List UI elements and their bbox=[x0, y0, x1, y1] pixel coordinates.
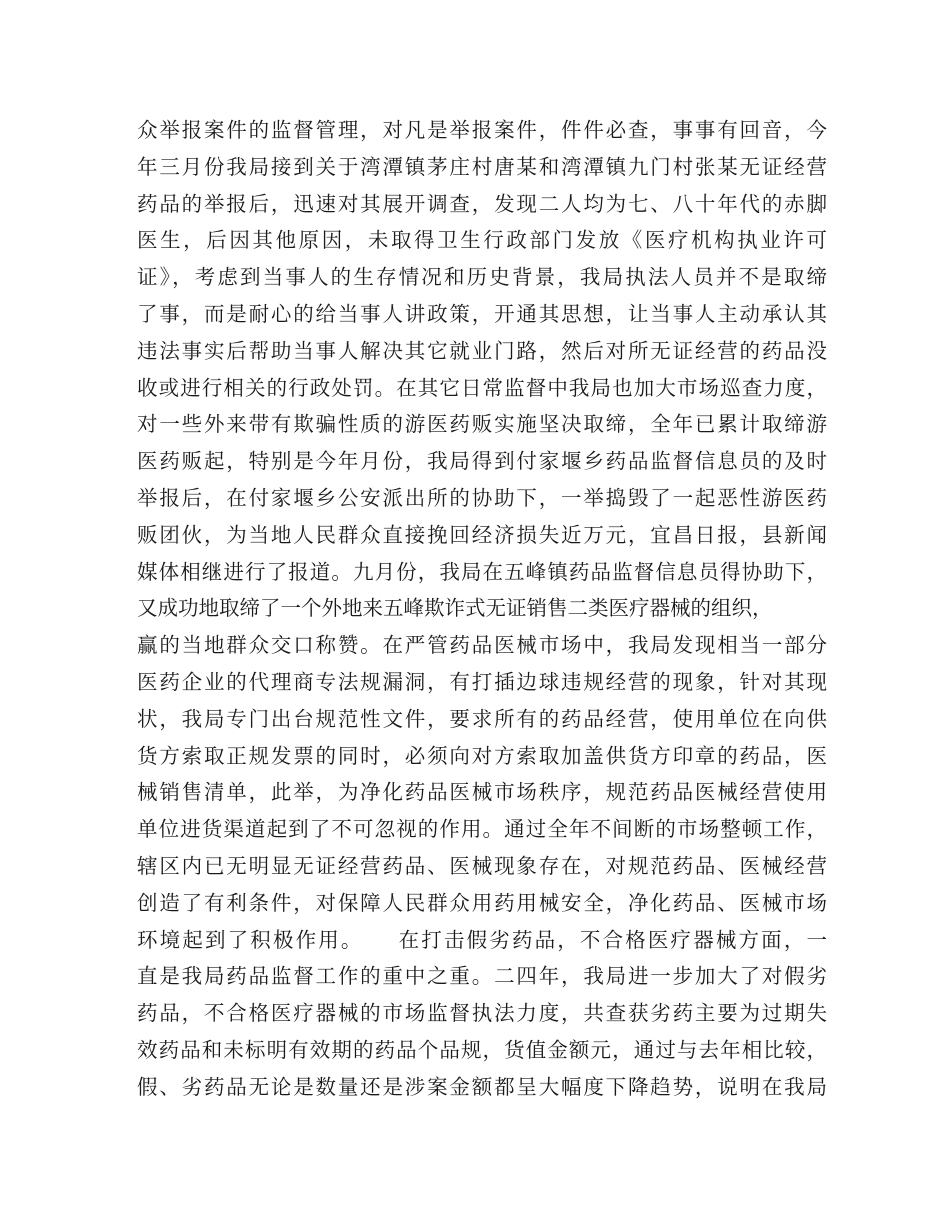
text-line-14: 又成功地取缔了一个外地来五峰欺诈式无证销售二类医疗器械的组织， bbox=[137, 596, 773, 621]
body-text bbox=[137, 112, 827, 1106]
text-line-4: 医生，后因其他原因，未取得卫生行政部门发放《医疗机构执业许可 bbox=[137, 228, 827, 253]
text-line-17: 状，我局专门出台规范性文件，要求所有的药品经营，使用单位在向供 bbox=[137, 706, 827, 731]
text-line-1: 众举报案件的监督管理，对凡是举报案件，件件必查，事事有回音，今 bbox=[137, 118, 827, 142]
text-line-25: 药品，不合格医疗器械的市场监督执法力度，共查获劣药主要为过期失 bbox=[137, 1001, 827, 1026]
text-line-10: 医药贩起，特别是今年月份，我局得到付家堰乡药品监督信息员的及时 bbox=[137, 449, 827, 474]
text-line-11: 举报后，在付家堰乡公安派出所的协助下，一举捣毁了一起恶性游医药 bbox=[137, 485, 827, 510]
text-line-20: 单位进货渠道起到了不可忽视的作用。通过全年不间断的市场整顿工作， bbox=[137, 817, 827, 842]
text-line-23: 环境起到了积极作用。 在打击假劣药品，不合格医疗器械方面，一 bbox=[137, 927, 827, 952]
text-line-12: 贩团伙，为当地人民群众直接挽回经济损失近万元，宜昌日报，县新闻 bbox=[137, 522, 827, 547]
text-line-9: 对一些外来带有欺骗性质的游医药贩实施坚决取缔，全年已累计取缔游 bbox=[137, 412, 827, 437]
text-line-6: 了事，而是耐心的给当事人讲政策，开通其思想，让当事人主动承认其 bbox=[137, 301, 827, 326]
text-line-7: 违法事实后帮助当事人解决其它就业门路，然后对所无证经营的药品没 bbox=[137, 338, 827, 363]
text-line-5: 证》，考虑到当事人的生存情况和历史背景，我局执法人员并不是取缔 bbox=[137, 265, 827, 290]
text-line-2: 年三月份我局接到关于湾潭镇茅庄村唐某和湾潭镇九门村张某无证经营 bbox=[137, 154, 827, 179]
text-line-18: 货方索取正规发票的同时，必须向对方索取加盖供货方印章的药品，医 bbox=[137, 743, 827, 768]
text-line-21: 辖区内已无明显无证经营药品、医械现象存在，对规范药品、医械经营 bbox=[137, 853, 827, 878]
text-line-8: 收或进行相关的行政处罚。在其它日常监督中我局也加大市场巡查力度， bbox=[137, 375, 827, 400]
text-line-19: 械销售清单，此举，为净化药品医械市场秩序，规范药品医械经营使用 bbox=[137, 780, 827, 805]
text-line-26: 效药品和未标明有效期的药品个品规，货值金额元，通过与去年相比较， bbox=[137, 1037, 827, 1062]
text-line-22: 创造了有利条件，对保障人民群众用药用械安全，净化药品、医械市场 bbox=[137, 890, 827, 915]
text-line-13: 媒体相继进行了报道。九月份，我局在五峰镇药品监督信息员得协助下， bbox=[137, 559, 827, 584]
text-line-3: 药品的举报后，迅速对其展开调查，发现二人均为七、八十年代的赤脚 bbox=[137, 191, 827, 216]
text-line-15: 赢的当地群众交口称赞。在严管药品医械市场中，我局发现相当一部分 bbox=[137, 633, 827, 658]
text-line-24: 直是我局药品监督工作的重中之重。二四年，我局进一步加大了对假劣 bbox=[137, 964, 827, 989]
text-line-16: 医药企业的代理商专法规漏洞，有打插边球违规经营的现象，针对其现 bbox=[137, 669, 827, 694]
text-line-27: 假、劣药品无论是数量还是涉案金额都呈大幅度下降趋势，说明在我局 bbox=[137, 1074, 827, 1099]
